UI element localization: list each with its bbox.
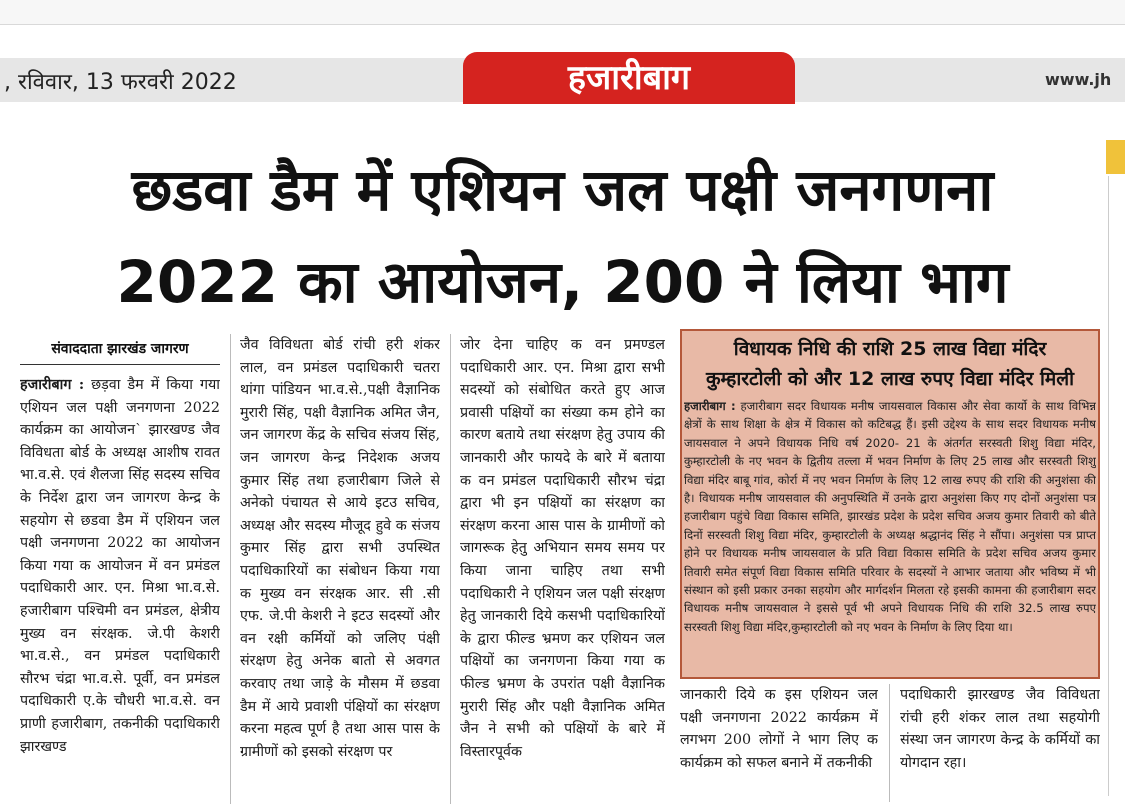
- sidebar-story-title: [682, 334, 1098, 394]
- headline-line-2: 2022 का आयोजन, 200 ने लिया भाग: [116, 248, 1009, 316]
- article-column-1: [20, 374, 220, 802]
- sidebar-title-line-2: कुम्हारटोली को और 12 लाख रुपए विद्या मंदिर मिली: [705, 368, 1075, 390]
- article-column-3: जोर देना चाहिए क वन प्रमण्डल पदाधिकारी आर. एन. मिश्रा द्वारा सभी सदस्यों को संबोधित करते हुए आज प्रवासी पक्षियों का संख्या कम होने का कारण बताये तथा संरक्षण हेतु उपाय की जानकारी और फायदे के बारे में बताया क वन प्रमंडल पदाधिकारी सौरभ चंद्रा द्वारा भी इन पक्षियों का संरक्षण का संरक्षण करना आस पास के ग्रामीणों को जागरूक हेतु अभियान समय समय पर किया जाना चाहिए तथा सभी पदाधिकारी ने एशियन जल पक्षी संरक्षण हेतु जानकारी दिये कसभी पदाधिकारियों के द्वारा फील्ड भ्रमण कर एशियन जल पक्षियों का जनगणना किया गया क फील्ड भ्रमण के उपरांत पक्षी वैज्ञानिक मुरारी सिंह और पक्षी वैज्ञानिक अमित जैन ने सभी को पक्षियों के बारे में विस्तारपूर्वक: [460, 337, 665, 760]
- headline-line-1: छडवा डैम में एशियन जल पक्षी जनगणना: [131, 156, 994, 224]
- site-url: www.jh: [1045, 70, 1112, 89]
- dateline: हजारीबाग :: [20, 377, 85, 393]
- top-bar: [0, 0, 1125, 25]
- column-divider: [230, 334, 231, 804]
- sidebar-story-body: [684, 397, 1096, 675]
- sidebar-title-line-1: विधायक निधि की राशि 25 लाख विद्या मंदिर: [733, 338, 1047, 360]
- article-column-5: पदाधिकारी झारखण्ड जैव विविधता रांची हरी शंकर लाल तथा सहयोगी संस्था जन जागरण केन्द्र के कर्मियों का योगदान रहा।: [900, 687, 1100, 771]
- sidebar-story-text: हजारीबाग सदर विधायक मनीष जायसवाल विकास और सेवा कार्यो के साथ विभिन्न क्षेत्रों के साथ शिक्षा के क्षेत्र में विकास को कटिबद्ध हैं। इसी उद्देश्य के साथ सदर विधायक मनीष जायसवाल ने अपने विधायक निधि वर्ष 2020- 21 के अंतर्गत सरस्वती शिशु विद्या मंदिर, कुम्हारटोली के नए भवन के द्वितीय तल्ला में भवन निर्माण के लिए 25 लाख और सरस्वती शिशु विद्या मंदिर बाबू गांव, कोर्रा में नए भवन निर्माण के लिए 12 लाख रुपए की राशि की अनुशंसा की है। विधायक मनीष जायसवाल की अनुपस्थिति में उनके द्वारा अनुशंसा किए गए दोनों अनुशंसा पत्र हजारीबाग पहुंचे विद्या विकास समिति, झारखंड प्रदेश के प्रदेश सचिव अजय कुमार तिवारी को बीते दिनों सरस्वती शिशु विद्या मंदिर, कुम्हारटोली के अध्यक्ष श्रद्धानंद सिंह ने सौंपा। अनुशंसा पत्र प्राप्त होने पर विधायक मनीष जायसवाल के प्रति विद्या विकास समिति के प्रदेश सचिव अजय कुमार तिवारी समेत संपूर्ण विद्या विकास समिति परिवार के सदस्यों ने आभार जताया और भविष्य में भी संस्थान को इसी प्रकार उनका सहयोग और मार्गदर्शन मिलता रहे इसकी कामना की हजारीबाग सदर विधायक मनीष जायसवाल ने इससे पूर्व भी अपने विधायक निधि की राशि 32.5 लाख रुपए सरस्वती शिशु विद्या मंदिर,कुम्हारटोली को नए भवन के निर्माण के लिए दिया था।: [684, 399, 1096, 634]
- column-divider: [450, 334, 451, 804]
- issue-date: , रविवार, 13 फरवरी 2022: [4, 70, 237, 95]
- city-name: हजारीबाग: [567, 58, 691, 98]
- article-column-4: जानकारी दिये क इस एशियन जल पक्षी जनगणना 2022 कार्यक्रम में लगभग 200 लोगों ने भाग लिए क कार्यक्रम को सफल बनाने में तकनीकी: [680, 687, 878, 771]
- byline: संवाददाता झारखंड जागरण: [20, 339, 220, 365]
- article-column-2: जैव विविधता बोर्ड रांची हरी शंकर लाल, वन प्रमंडल पदाधिकारी चतरा थांगा पांडियन भा.व.से.,पक्षी वैज्ञानिक मुरारी सिंह, पक्षी वैज्ञानिक अमित जैन, जन जागरण केंद्र के सचिव संजय सिंह, जन जागरण केन्द्र निदेशक अजय कुमार सिंह तथा हजारीबाग जिले से अनेको पंचायत से आये इटउ सचिव, अध्यक्ष और सदस्य मौजूद हुवे क संजय कुमार सिंह द्वारा सभी उपस्थित पदाधिकारियों का संबोधन किया गया क मुख्य वन संरक्षक आर. सी .सी एफ. जे.पी केशरी ने इटउ सदस्यों और वन रक्षी कर्मियों को जलिए पंक्षी संरक्षण हेतु अनेक बातो से अवगत करवाए तथा जाड़े के मौसम में छडवा डैम में आये प्रवाशी पंक्षियों का संरक्षण करना महत्व पूर्ण है तथा आस पास के ग्रामीणों को इसको संरक्षण पर: [240, 337, 440, 760]
- sidebar-dateline: हजारीबाग :: [684, 399, 736, 413]
- column-divider: [889, 684, 890, 802]
- article-column-1-text: छड़वा डैम में किया गया एशियन जल पक्षी जनगणना 2022 कार्यक्रम का आयोजन` झारखण्ड जैव विविधता बोर्ड के अध्यक्ष आशीष रावत भा.व.से. एवं शैलजा सिंह सदस्य सचिव के निर्देश द्वारा जन जागरण केन्द्र के सहयोग से छडवा डैम में एशियन जल पक्षी जनगणना 2022 का आयोजन किया गया क आयोजन में वन प्रमंडल पदाधिकारी आर. एन. मिश्रा भा.व.से. हजारीबाग पश्चिमी वन प्रमंडल, क्षेत्रीय मुख्य वन संरक्षक. जे.पी केशरी भा.व.से., वन प्रमंडल पदाधिकारी सौरभ चंद्रा भा.व.से. पूर्वी, वन प्रमंडल पदाधिकारी ए.के चौधरी भा.व.से. वन प्राणी हजारीबाग, तकनीकी पदाधिकारी झारखण्ड: [20, 377, 220, 755]
